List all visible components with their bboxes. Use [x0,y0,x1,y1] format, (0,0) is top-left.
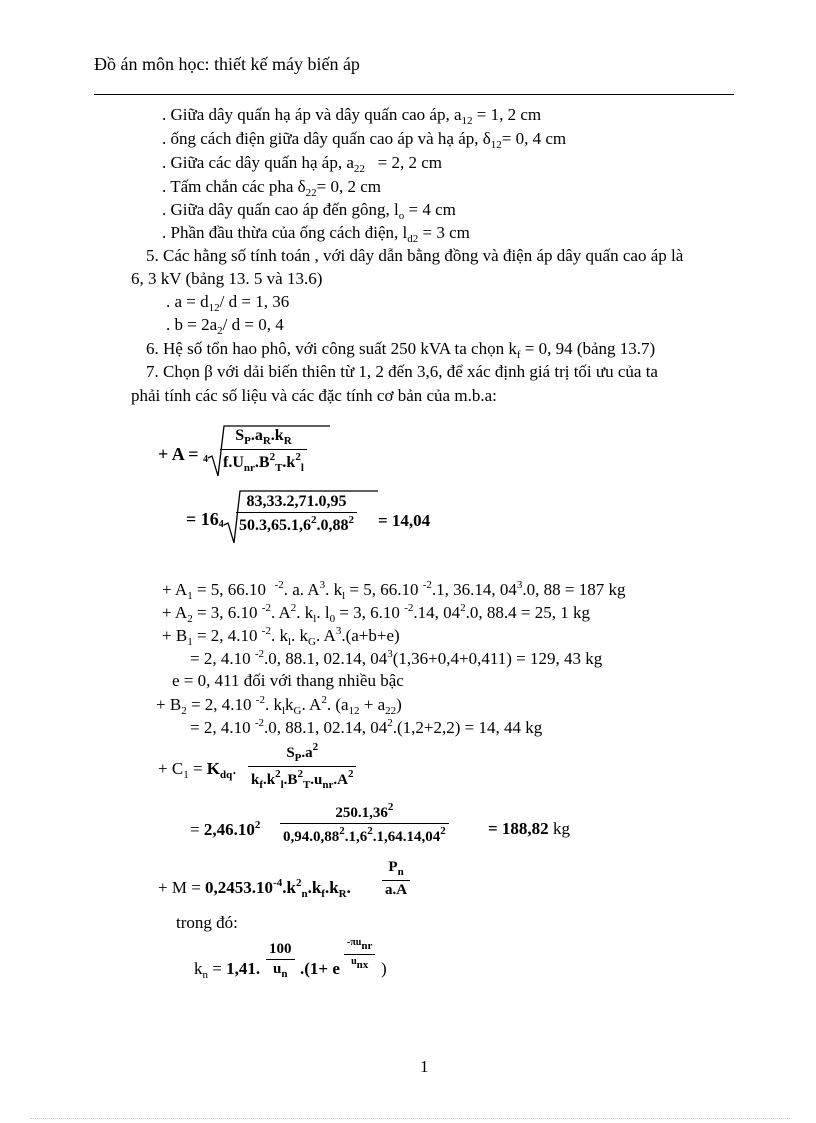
formula-B1: + $B_1 = 2$, 4.10 $^{-2}$. $k_l$. $k_G$. $A^3.(a+b+e)$ [162,625,400,648]
formula-C1-value-label: = $2,46.10^2$ [190,819,261,839]
formula-kn-close: ) [381,959,387,978]
formula-A-label: + A = 4 [158,444,209,465]
item-a12: . Giữa dây quấn hạ áp và dây quấn cao áp, $a_{12} = 1$, 2 cm [162,105,542,127]
formula-kn-exponent: $\frac{\text{-πunr}}{\text{unx}}$ [344,938,375,971]
trong-do-label: trong đó: [176,913,238,932]
formula-A-value-label: = 164 [186,509,224,530]
header-rule [94,94,734,95]
formula-A-result: = 14,04 [378,511,431,530]
formula-kn-label: $k_n = 1,41$. [194,959,261,981]
formula-C1-label: + $C_1 = K_{dq}$. [158,759,237,781]
section5-line2: 6, 3 kV (bảng 13. 5 và 13.6) [131,269,323,288]
formula-kn-tail: .(1+ e [300,959,340,978]
document-header: Đồ án môn học: thiết kế máy biến áp [94,54,360,74]
section7-line1: 7. Chọn β với dải biến thiên từ 1, 2 đến 3,6, để xác định giá trị tối ưu của ta [146,362,658,381]
formula-C1-result: = 188,82 kg [488,819,570,838]
formula-C1-frac: $\frac{S_P.a^2}{k_f.k^2_l.B^2_T.u_{nr}.A^2}$ [248,742,356,791]
item-delta12: . ống cách điện giữa dây quấn cao áp và hạ áp, $\delta_{12}= 0$, 4 cm [162,129,567,151]
formula-A-frac: $\frac{S_P.a_R.k_R}{f.U_{nr}.B^2_T.k^2_l}$ [220,428,307,474]
section7-line2: phải tính các số liệu và các đặc tính cơ bản của m.b.a: [131,386,497,405]
formula-M-frac: $\frac{P_n}{a.A}$ [382,860,410,898]
page-bottom-border [30,1118,790,1119]
formula-B2: + $B_2 = 2$, 4.10 $^{-2}$. $k_lk_G$. $A^2$. $(a_{12} + a_{22})$ [156,694,402,717]
formula-M-label: + $M = 0,2453.10^{-4}.k^2_n.k_f.k_R$. [158,877,351,900]
formula-A-value-frac: $\frac{83,33.2,71.0,95}{50.3,65.1,6^2.0,88^2}$ [236,494,357,534]
item-a22: . Giữa các dây quấn hạ áp, $a_{22} = 2$, 2 cm [162,153,442,175]
formula-B2-value: = 2, 4.10 $^{-2}$.0, 88.1, 02.14, $04^2.(1,2+2,2) = 14$, 44 kg [190,717,543,737]
page-number: 1 [420,1057,429,1076]
formula-A2: + $A_2 = 3$, 6.10 $^{-2}$. $A^2$. $k_l$. $l_0 = 3$, 6.10 $^{-2}$.14, $04^2.0$, 88.4 = 25, 1 kg [162,602,590,625]
section5-b: . $b = 2a_2/$ d = 0, 4 [166,315,284,337]
section5-a: . $a = d_{12}/$ d = 1, 36 [166,292,290,314]
section6: 6. Hệ số tổn hao phô, với công suất 250 kVA ta chọn $k_f = 0$, 94 (bảng 13.7) [146,339,656,361]
item-l0: . Giữa dây quấn cao áp đến gông, $l_o = 4$ cm [162,200,456,222]
item-delta22: . Tấm chắn các pha $\delta_{22}= 0$, 2 cm [162,177,381,199]
formula-e-note: e = 0, 411 đối với thang nhiều bậc [172,671,404,690]
item-ld2: . Phần đầu thừa của ống cách điện, $l_{d2} = 3$ cm [162,223,470,245]
formula-A1: + $A_1 = 5$, 66.10 $^{-2}$. a. $A^3$. $k_l = 5$, 66.10 $^{-2}$.1, 36.14, $04^3.0$, 88 = 187 kg [162,579,626,602]
section5-line1: 5. Các hằng số tính toán , với dây dẫn bằng đồng và điện áp dây quấn cao áp là [146,246,684,265]
formula-B1-value: = 2, 4.10 $^{-2}$.0, 88.1, 02.14, $04^3(1,36+0,4+0,411) = 129$, 43 kg [190,648,603,668]
formula-C1-value-frac: $\frac{250.1,36^2}{0,94.0,88^2.1,6^2.1,64.14,04^2}$ [280,802,449,845]
formula-kn-frac: $\frac{100}{u_n}$ [266,942,295,980]
